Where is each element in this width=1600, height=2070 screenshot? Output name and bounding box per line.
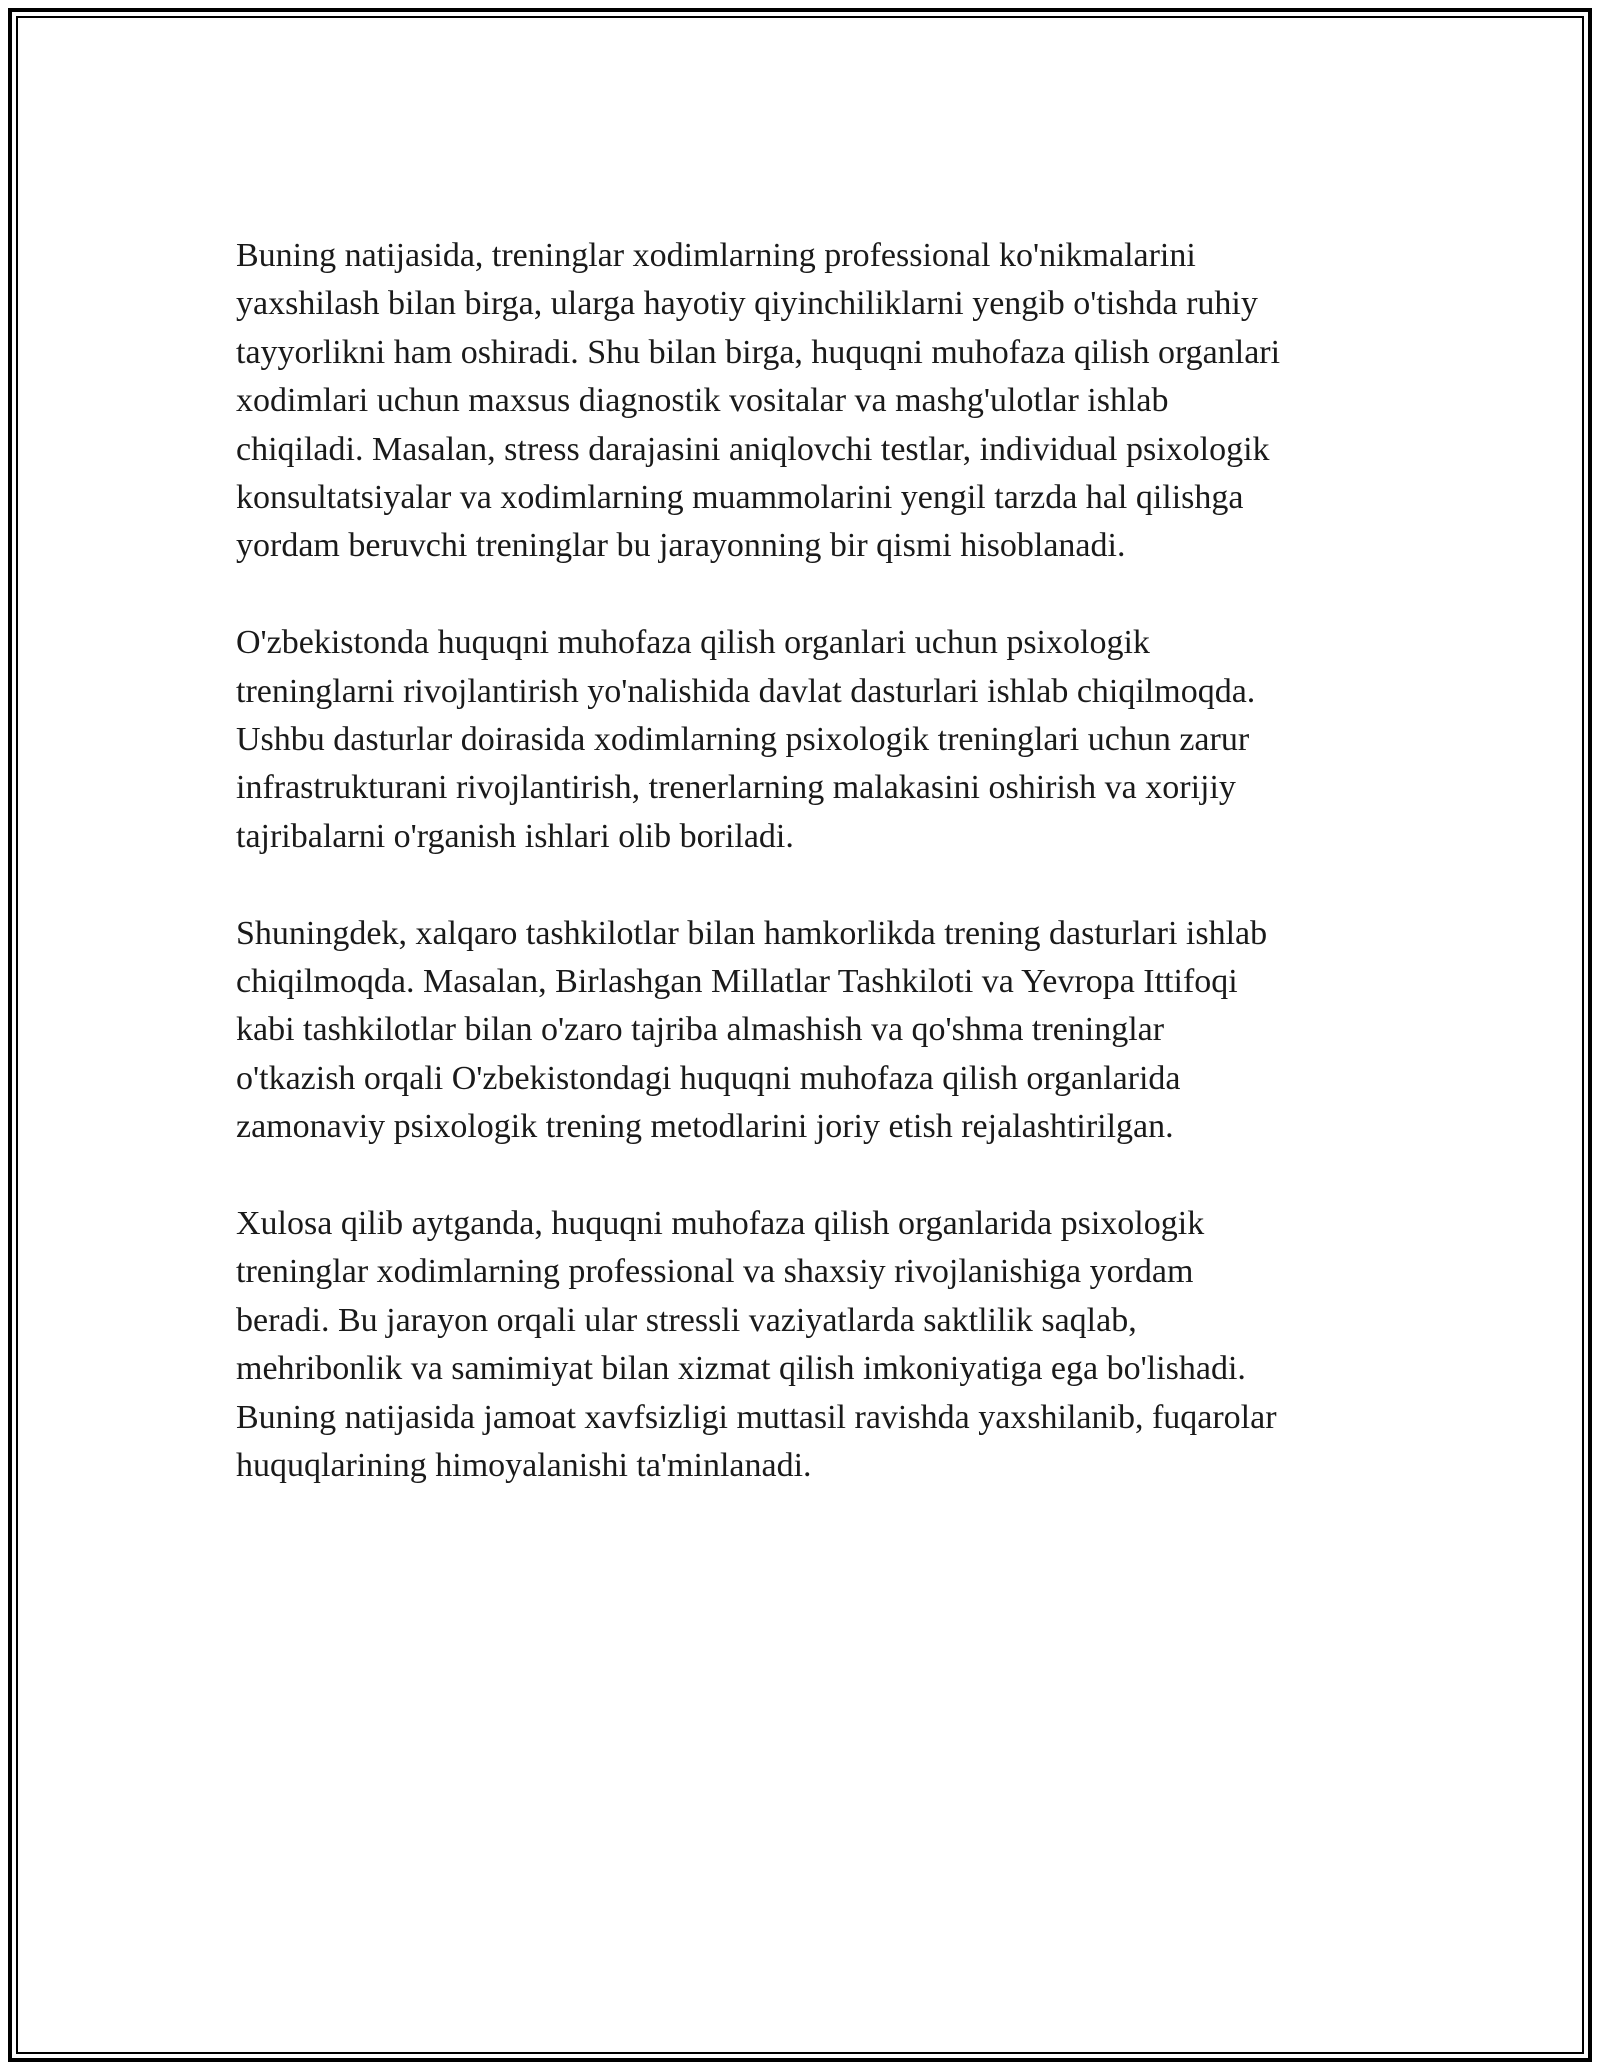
paragraph-line: chiqiladi. Masalan, stress darajasini aniqlovchi testlar, individual psixologik	[236, 430, 1270, 468]
paragraph-line: O'zbekistonda huquqni muhofaza qilish organlari uchun psixologik	[236, 624, 1150, 662]
document-body	[236, 232, 1376, 1539]
paragraph-line: treninglarni rivojlantirish yo'nalishida davlat dasturlari ishlab chiqilmoqda.	[236, 672, 1256, 710]
paragraph-4	[236, 1200, 1376, 1490]
paragraph-1	[236, 232, 1376, 571]
paragraph-line: yaxshilash bilan birga, ularga hayotiy qiyinchiliklarni yengib o'tishda ruhiy	[236, 285, 1258, 323]
paragraph-line: Buning natijasida, treninglar xodimlarning professional ko'nikmalarini	[236, 237, 1196, 274]
paragraph-line: o'tkazish orqali O'zbekistondagi huquqni muhofaza qilish organlarida	[236, 1059, 1181, 1097]
paragraph-line: Buning natijasida jamoat xavfsizligi muttasil ravishda yaxshilanib, fuqarolar	[236, 1398, 1277, 1436]
paragraph-line: Xulosa qilib aytganda, huquqni muhofaza qilish organlarida psixologik	[236, 1205, 1205, 1243]
paragraph-line: mehribonlik va samimiyat bilan xizmat qilish imkoniyatiga ega bo'lishadi.	[236, 1350, 1246, 1388]
paragraph-line: Shuningdek, xalqaro tashkilotlar bilan hamkorlikda trening dasturlari ishlab	[236, 914, 1268, 952]
paragraph-line: huquqlarining himoyalanishi ta'minlanadi.	[236, 1447, 812, 1485]
paragraph-line: Ushbu dasturlar doirasida xodimlarning psixologik treninglari uchun zarur	[236, 721, 1250, 759]
paragraph-2	[236, 619, 1376, 861]
paragraph-line: beradi. Bu jarayon orqali ular stressli vaziyatlarda saktlilik saqlab,	[236, 1301, 1137, 1339]
paragraph-line: tayyorlikni ham oshiradi. Shu bilan birga, huquqni muhofaza qilish organlari	[236, 333, 1281, 371]
paragraph-line: infrastrukturani rivojlantirish, trenerlarning malakasini oshirish va xorijiy	[236, 769, 1236, 807]
paragraph-3	[236, 910, 1376, 1152]
paragraph-line: yordam beruvchi treninglar bu jarayonning bir qismi hisoblanadi.	[236, 527, 1126, 565]
paragraph-line: zamonaviy psixologik trening metodlarini joriy etish rejalashtirilgan.	[236, 1108, 1174, 1146]
paragraph-line: tajribalarni o'rganish ishlari olib boriladi.	[236, 817, 794, 855]
paragraph-line: xodimlari uchun maxsus diagnostik vositalar va mashg'ulotlar ishlab	[236, 382, 1169, 420]
paragraph-line: treninglar xodimlarning professional va shaxsiy rivojlanishiga yordam	[236, 1253, 1194, 1291]
paragraph-line: kabi tashkilotlar bilan o'zaro tajriba almashish va qo'shma treninglar	[236, 1011, 1165, 1049]
paragraph-line: konsultatsiyalar va xodimlarning muammolarini yengil tarzda hal qilishga	[236, 479, 1244, 517]
paragraph-line: chiqilmoqda. Masalan, Birlashgan Millatlar Tashkiloti va Yevropa Ittifoqi	[236, 963, 1238, 1001]
